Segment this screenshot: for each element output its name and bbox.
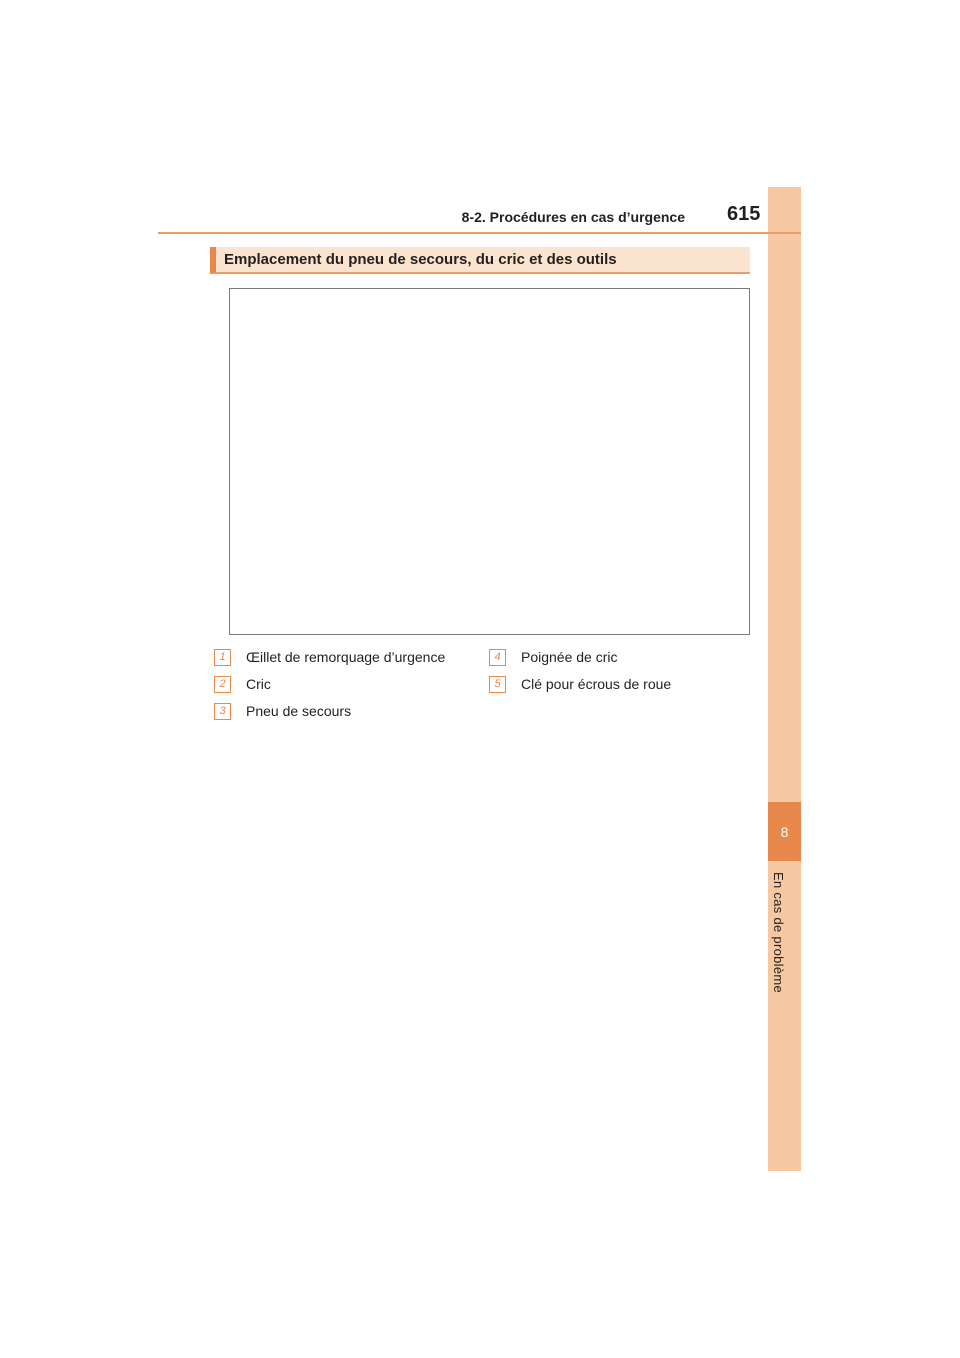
- legend-label-1: Œillet de remorquage d’urgence: [246, 649, 446, 665]
- legend-item-1: [214, 647, 445, 667]
- subheading-bar: [210, 247, 750, 274]
- legend-label-4: Poignée de cric: [521, 649, 618, 665]
- callout-number-5: 5: [489, 676, 506, 693]
- callout-number-2: 2: [214, 676, 231, 693]
- page-number: 615: [727, 203, 761, 225]
- header-rule: [158, 232, 801, 234]
- chapter-side-tab: [768, 187, 801, 1171]
- legend-label-5: Clé pour écrous de roue: [521, 676, 672, 692]
- legend-item-3: [214, 701, 351, 721]
- illustration-frame: [229, 288, 750, 635]
- subheading-title: Emplacement du pneu de secours, du cric et des outils: [224, 251, 617, 268]
- legend-item-2: [214, 674, 271, 694]
- legend-label-2: Cric: [246, 676, 271, 692]
- legend-item-4: [489, 647, 618, 667]
- legend-label-3: Pneu de secours: [246, 703, 352, 719]
- chapter-label: En cas de problème: [771, 872, 786, 994]
- callout-number-4: 4: [489, 649, 506, 666]
- callout-number-3: 3: [214, 703, 231, 720]
- running-section-title: 8-2. Procédures en cas d’urgence: [461, 209, 685, 225]
- callout-number-1: 1: [214, 649, 231, 666]
- chapter-number-box: 8: [768, 802, 801, 861]
- legend-item-5: [489, 674, 671, 694]
